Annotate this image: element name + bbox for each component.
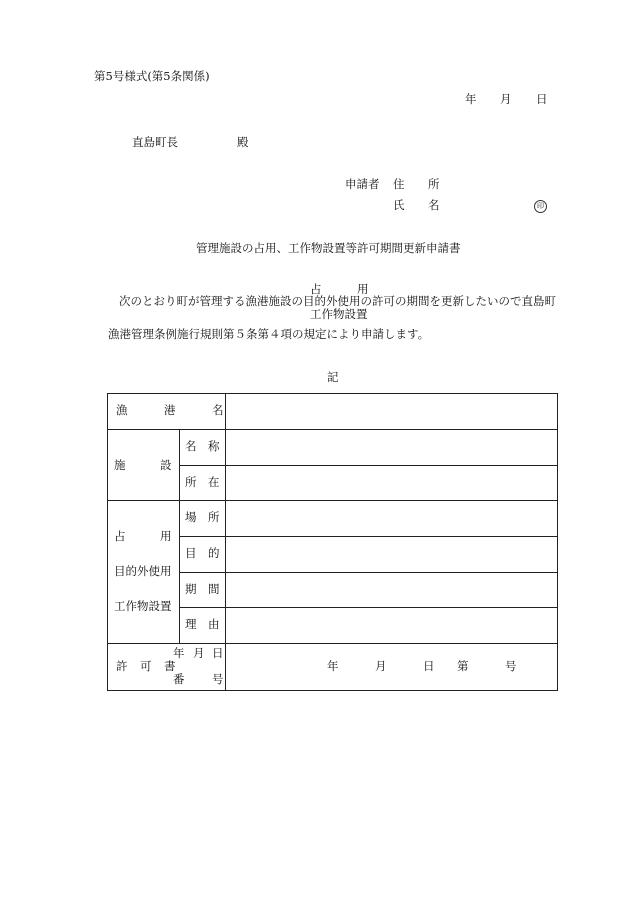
ki-heading: 記 <box>327 370 339 384</box>
option-occupancy-2: 用 <box>357 282 369 296</box>
permit-label-cell <box>108 644 226 691</box>
usage-label-structure: 工作物設置 <box>114 599 172 613</box>
usage-reason-label-2: 由 <box>208 617 220 632</box>
address-label-2: 所 <box>428 177 440 191</box>
permit-value-year: 年 <box>327 659 339 673</box>
addressee-honorific: 殿 <box>237 135 249 149</box>
date-month: 月 <box>500 92 512 106</box>
permit-value-cell[interactable] <box>226 644 558 691</box>
facility-label-cell <box>108 430 180 501</box>
body-line-2: 漁港管理条例施行規則第５条第４項の規定により申請します。 <box>108 327 430 341</box>
address-label-1: 住 <box>393 177 405 191</box>
usage-period-label-cell <box>180 572 226 608</box>
permit-label-2: 可 <box>140 659 152 673</box>
port-name-value[interactable] <box>226 394 558 430</box>
permit-value-go: 号 <box>505 659 517 673</box>
facility-location-value[interactable] <box>226 465 558 501</box>
usage-label-occupancy-1: 占 <box>114 529 126 543</box>
facility-label-2: 設 <box>160 458 172 472</box>
usage-period-label-2: 間 <box>208 581 220 596</box>
usage-reason-value[interactable] <box>226 608 558 644</box>
usage-label-other-use: 目的外使用 <box>114 564 172 578</box>
permit-label-month: 月 <box>193 646 205 660</box>
usage-reason-label-1: 理 <box>185 617 197 632</box>
date-day: 日 <box>536 92 548 106</box>
permit-value-month: 月 <box>375 659 387 673</box>
body-line-1: 次のとおり町が管理する漁港施設の目的外使用の許可の期間を更新したいので直島町 <box>119 294 556 308</box>
usage-place-value[interactable] <box>226 501 558 537</box>
usage-label-occupancy-2: 用 <box>160 529 172 543</box>
usage-purpose-value[interactable] <box>226 536 558 572</box>
port-name-label-2: 港 <box>164 403 176 417</box>
facility-name-label-1: 名 <box>185 439 197 453</box>
name-label-1: 氏 <box>393 198 405 212</box>
usage-purpose-label-2: 的 <box>208 545 220 560</box>
permit-label-year: 年 <box>173 646 185 660</box>
usage-purpose-label-cell <box>180 536 226 572</box>
permit-value-day: 日 <box>423 659 435 673</box>
permit-label-day: 日 <box>212 646 224 660</box>
usage-place-label-1: 場 <box>185 510 197 524</box>
permit-label-number-1: 番 <box>173 672 185 686</box>
table-row <box>108 394 558 430</box>
usage-purpose-label-1: 目 <box>185 545 197 560</box>
seal-icon: 印 <box>534 200 547 213</box>
page-title: 管理施設の占用、工作物設置等許可期間更新申請書 <box>196 241 461 255</box>
table-row <box>108 644 558 691</box>
applicant-label: 申請者 <box>345 177 380 191</box>
application-table <box>107 393 558 691</box>
facility-label-1: 施 <box>114 458 126 472</box>
permit-label-1: 許 <box>116 659 128 673</box>
port-name-label-cell <box>108 394 226 430</box>
usage-period-value[interactable] <box>226 572 558 608</box>
permit-label-number-2: 号 <box>212 672 224 686</box>
name-label-2: 名 <box>428 198 440 212</box>
usage-reason-label-cell <box>180 608 226 644</box>
table-row <box>108 501 558 537</box>
port-name-label-3: 名 <box>212 403 224 417</box>
port-name-label-1: 漁 <box>116 403 128 417</box>
facility-location-label-2: 在 <box>208 474 220 489</box>
facility-name-label-2: 称 <box>208 439 220 453</box>
permit-label-3: 書 <box>164 659 176 673</box>
option-structure: 工作物設置 <box>310 307 368 321</box>
facility-name-label-cell <box>180 430 226 466</box>
usage-label-cell <box>108 501 180 644</box>
table-row <box>108 430 558 466</box>
usage-period-label-1: 期 <box>185 581 197 596</box>
addressee-name: 直島町長 <box>132 135 178 149</box>
usage-place-label-cell <box>180 501 226 537</box>
facility-name-value[interactable] <box>226 430 558 466</box>
form-number: 第5号様式(第5条関係) <box>94 69 210 83</box>
option-occupancy-1: 占 <box>310 282 322 296</box>
facility-location-label-cell <box>180 465 226 501</box>
facility-location-label-1: 所 <box>185 474 197 489</box>
permit-value-dai: 第 <box>457 659 469 673</box>
date-year: 年 <box>465 92 477 106</box>
usage-place-label-2: 所 <box>208 510 220 524</box>
